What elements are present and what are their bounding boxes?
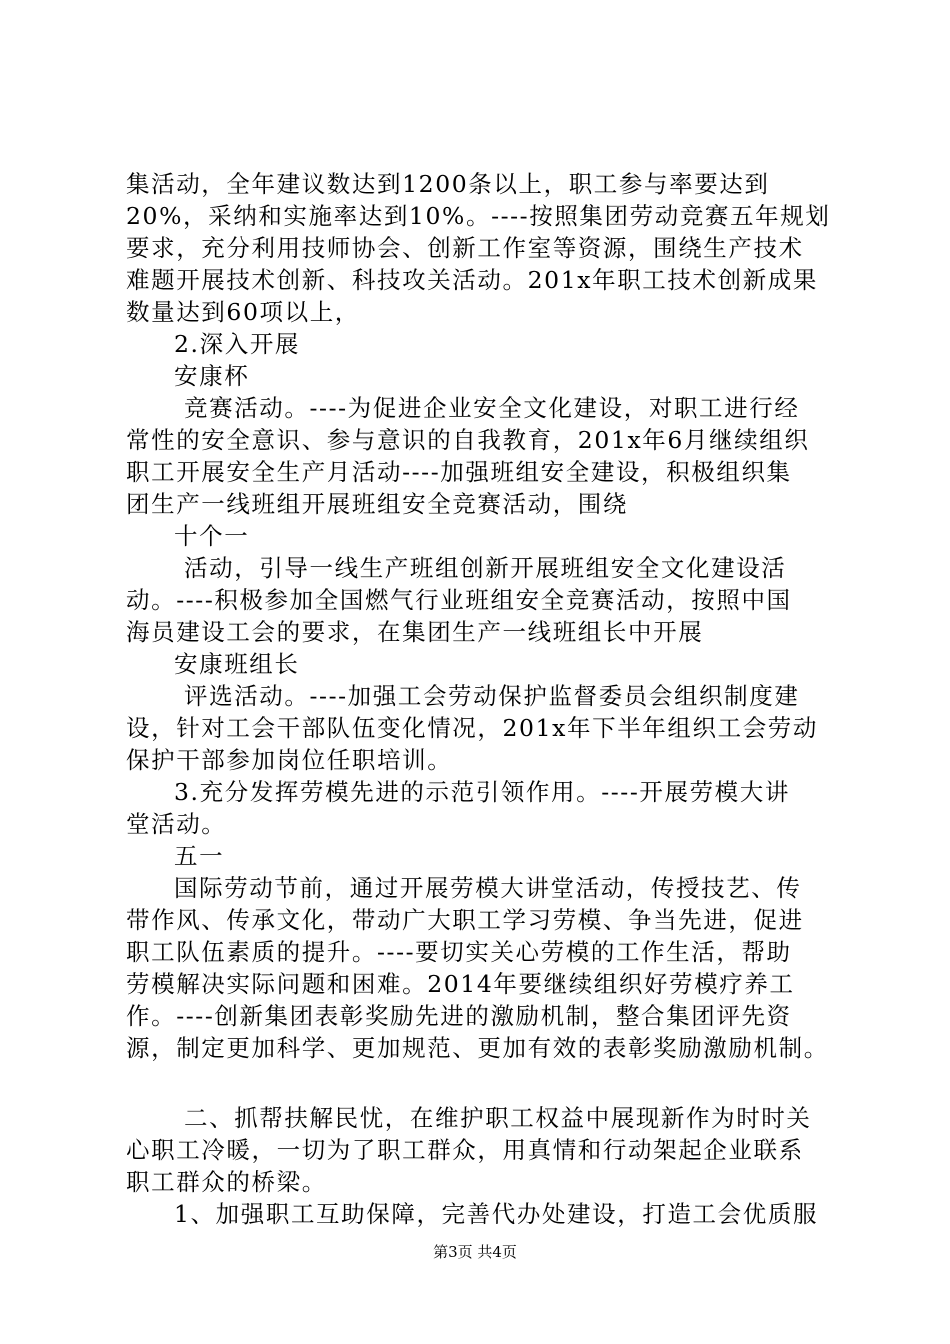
paragraph-gap	[126, 1064, 846, 1102]
text-line: 国际劳动节前，通过开展劳模大讲堂活动，传授技艺、传	[174, 874, 802, 902]
text-line: 数量达到60项以上，	[126, 298, 360, 326]
text-line: 评选活动。----加强工会劳动保护监督委员会组织制度建	[184, 682, 800, 710]
text-line: 劳模解决实际问题和困难。2014年要继续组织好劳模疗养工	[126, 970, 795, 998]
text-line: 带作风、传承文化，带动广大职工学习劳模、争当先进，促进	[126, 906, 804, 934]
text-line: 职工开展安全生产月活动----加强班组安全建设，积极组织集	[126, 458, 792, 486]
text-line: 心职工冷暖，一切为了职工群众，用真情和行动架起企业联系	[126, 1136, 804, 1164]
text-line: 十个一	[174, 522, 250, 550]
text-line: 安康杯	[174, 362, 250, 390]
section-heading-line: 二、抓帮扶解民忧，在维护职工权益中展现新作为时时关	[184, 1104, 812, 1132]
text-line: 活动，引导一线生产班组创新开展班组安全文化建设活	[184, 554, 787, 582]
text-line: 集活动，全年建议数达到1200条以上，职工参与率要达到	[126, 170, 770, 198]
text-line: 职工队伍素质的提升。----要切实关心劳模的工作生活，帮助	[126, 938, 792, 966]
page-footer: 第3页 共4页	[433, 1243, 517, 1261]
text-line: 动。----积极参加全国燃气行业班组安全竞赛活动，按照中国	[126, 586, 792, 614]
text-line: 五一	[174, 842, 225, 870]
text-line: 设，针对工会干部队伍变化情况，201x年下半年组织工会劳动	[126, 714, 819, 742]
document-body	[126, 168, 846, 1230]
text-line: 堂活动。	[126, 810, 227, 838]
text-line: 竞赛活动。----为促进企业安全文化建设，对职工进行经	[184, 394, 800, 422]
text-line: 要求，充分利用技师协会、创新工作室等资源，围绕生产技术	[126, 234, 804, 262]
text-line: 保护干部参加岗位任职培训。	[126, 746, 453, 774]
text-line: 海员建设工会的要求，在集团生产一线班组长中开展	[126, 618, 704, 646]
text-line: 团生产一线班组开展班组安全竞赛活动，围绕	[126, 490, 628, 518]
text-line: 常性的安全意识、参与意识的自我教育，201x年6月继续组织	[126, 426, 810, 454]
text-line: 职工群众的桥梁。	[126, 1168, 327, 1196]
text-line: 源，制定更加科学、更加规范、更加有效的表彰奖励激励机制。	[126, 1034, 829, 1062]
text-line: 难题开展技术创新、科技攻关活动。201x年职工技术创新成果	[126, 266, 819, 294]
text-line: 1、加强职工互助保障，完善代办处建设，打造工会优质服	[174, 1200, 819, 1228]
text-line: 2.深入开展	[174, 330, 301, 358]
text-line: 3.充分发挥劳模先进的示范引领作用。----开展劳模大讲	[174, 778, 790, 806]
text-line: 安康班组长	[174, 650, 300, 678]
text-line: 作。----创新集团表彰奖励先进的激励机制，整合集团评先资	[126, 1002, 792, 1030]
text-line: 20%，采纳和实施率达到10%。----按照集团劳动竞赛五年规划	[126, 202, 831, 230]
